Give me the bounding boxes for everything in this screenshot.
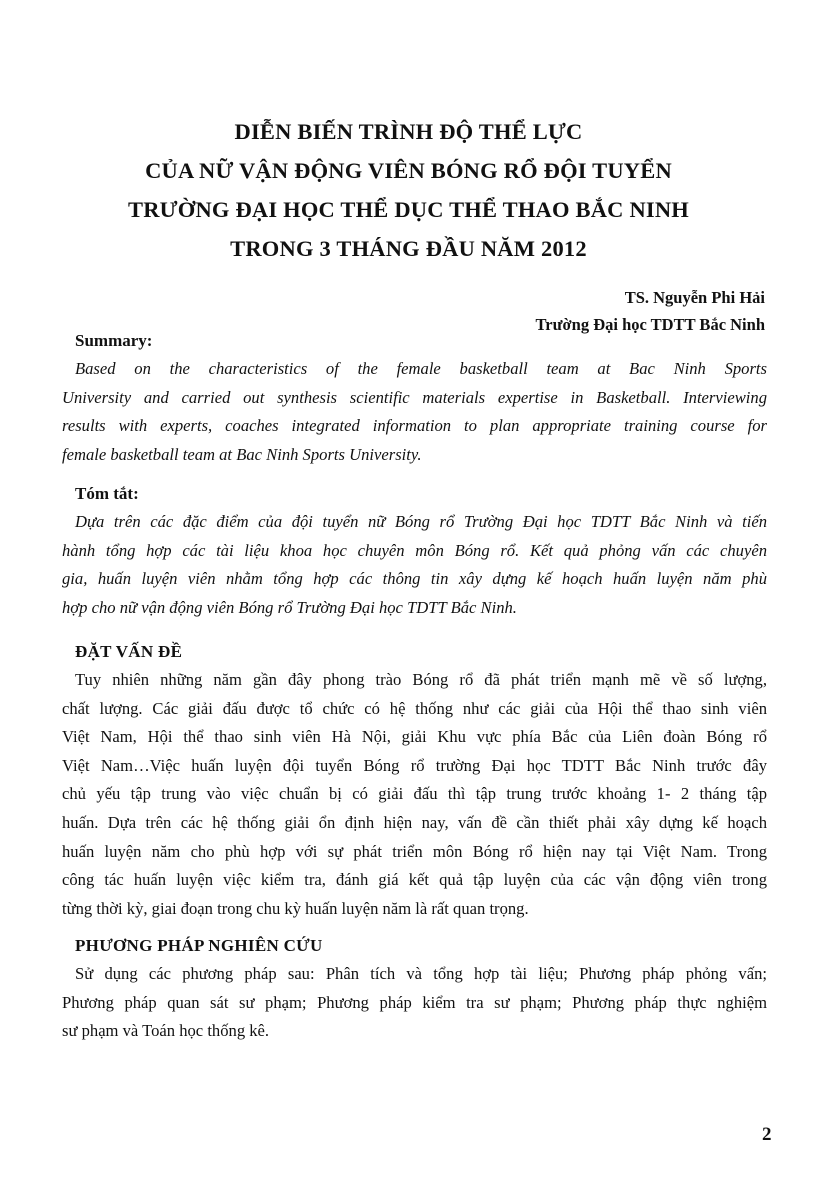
tomtat-line: Dựa trên các đặc điểm của đội tuyển nữ Bóng rổ Trường Đại học TDTT Bắc Ninh và tiến (75, 512, 767, 531)
dat-van-de-heading: ĐẶT VẤN ĐỀ (75, 642, 183, 661)
article-title (0, 112, 817, 268)
tomtat-line: hợp cho nữ vận động viên Bóng rổ Trường Đại học TDTT Bắc Ninh. (62, 597, 517, 617)
phuong-phap-section (62, 932, 767, 1046)
phuong-phap-heading: PHƯƠNG PHÁP NGHIÊN CỨU (75, 936, 323, 955)
title-line: DIỄN BIẾN TRÌNH ĐỘ THỂ LỰC (234, 119, 583, 144)
tomtat-line: gia, huấn luyện viên nhằm tổng hợp các thông tin xây dựng kế hoạch huấn luyện năm phù (62, 569, 767, 589)
title-line: TRONG 3 THÁNG ĐẦU NĂM 2012 (230, 236, 587, 261)
body-line: công tác huấn luyện việc kiểm tra, đánh giá kết quả tập luyện của các vận động viên trong (62, 870, 767, 890)
body-line: Việt Nam, Hội thể thao sinh viên Hà Nội, giải Khu vực phía Bắc của Liên đoàn Bóng rổ (62, 727, 767, 747)
summary-line: female basketball team at Bac Ninh Sports University. (62, 444, 422, 464)
page-number: 2 (762, 1124, 772, 1145)
body-line: huấn. Dựa trên các hệ thống giải ổn định hiện nay, vấn đề cần thiết phải xây dựng kế hoạch (62, 812, 767, 832)
summary-heading: Summary: (75, 331, 153, 350)
body-line: Việt Nam…Việc huấn luyện đội tuyển Bóng rổ trường Đại học TDTT Bắc Ninh trước đây (62, 755, 767, 775)
body-line: Phương pháp quan sát sư phạm; Phương pháp kiểm tra sư phạm; Phương pháp thực nghiệm (62, 992, 767, 1012)
title-line: CỦA NỮ VẬN ĐỘNG VIÊN BÓNG RỔ ĐỘI TUYỂN (145, 158, 672, 183)
tomtat-heading: Tóm tắt: (75, 484, 139, 503)
author-name: TS. Nguyễn Phi Hải (624, 288, 765, 307)
body-line: chất lượng. Các giải đấu được tổ chức có hệ thống như các giải của Hội thể thao sinh viên (62, 698, 767, 718)
body-line: Sử dụng các phương pháp sau: Phân tích và tổng hợp tài liệu; Phương pháp phỏng vấn; (75, 964, 767, 983)
summary-line: University and carried out synthesis scientific materials expertise in Basketball. Interviewing (62, 387, 767, 407)
summary-section (62, 327, 767, 469)
body-line: chủ yếu tập trung vào việc chuẩn bị có giải đấu thì tập trung trước khoảng 1- 2 tháng tập (62, 784, 767, 804)
body-line: huấn luyện năm cho phù hợp với sự phát triển môn Bóng rổ hiện nay tại Việt Nam. Trong (62, 841, 767, 861)
summary-line: results with experts, coaches integrated information to plan appropriate training course for (62, 416, 767, 436)
body-line: Tuy nhiên những năm gần đây phong trào Bóng rổ đã phát triển mạnh mẽ về số lượng, (75, 670, 767, 689)
dat-van-de-section (62, 638, 767, 923)
body-line: sư phạm và Toán học thống kê. (62, 1021, 270, 1041)
title-line: TRƯỜNG ĐẠI HỌC THỂ DỤC THỂ THAO BẮC NINH (128, 197, 689, 222)
summary-line: Based on the characteristics of the female basketball team at Bac Ninh Sports (75, 359, 767, 378)
body-line: từng thời kỳ, giai đoạn trong chu kỳ huấn luyện năm là rất quan trọng. (62, 898, 529, 918)
author-affiliation: Trường Đại học TDTT Bắc Ninh (535, 315, 765, 334)
tomtat-section (62, 480, 767, 622)
tomtat-line: hành tổng hợp các tài liệu khoa học chuyên môn Bóng rổ. Kết quả phỏng vấn các chuyên (62, 540, 767, 560)
